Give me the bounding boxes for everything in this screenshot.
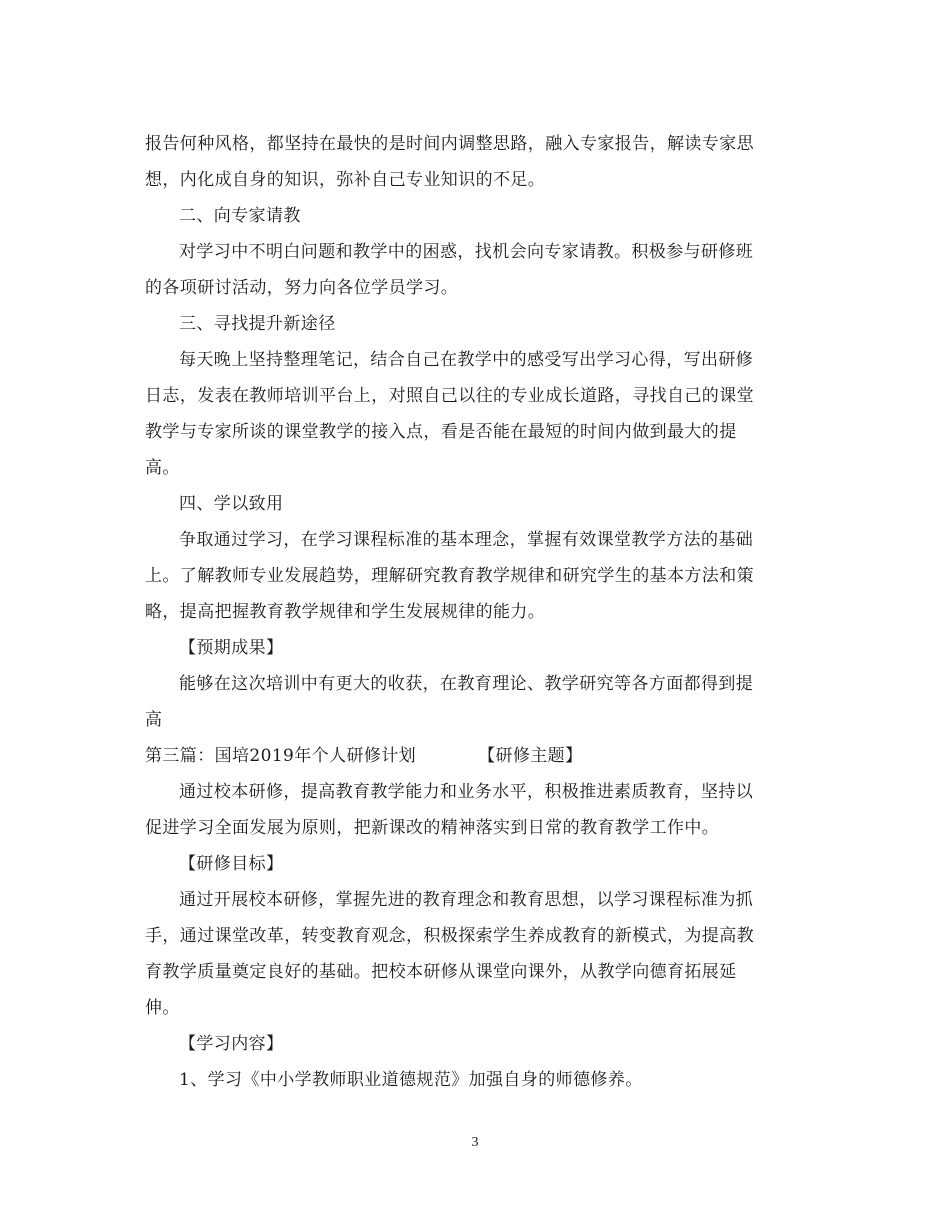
text-line-23: 手，通过课堂改革，转变教育观念，积极探索学生养成教育的新模式，为提高教 (145, 926, 754, 946)
text-line-5: 的各项研讨活动，努力向各位学员学习。 (145, 278, 459, 298)
section-heading-research-theme: 【研修主题】 (478, 746, 583, 766)
text-line-4: 对学习中不明白问题和教学中的困惑，找机会向专家请教。积极参与研修班 (179, 242, 754, 262)
text-line-19: 通过校本研修，提高教育教学能力和业务水平，积极推进素质教育，坚持以 (179, 782, 754, 802)
section-heading-research-goals: 【研修目标】 (179, 854, 284, 874)
text-line-9: 教学与专家所谈的课堂教学的接入点，看是否能在最短的时间内做到最大的提 (145, 422, 737, 442)
section-heading-learning-content: 【学习内容】 (179, 1034, 284, 1054)
text-line-8: 日志，发表在教师培训平台上，对照自己以往的专业成长道路，寻找自己的课堂 (145, 386, 754, 406)
text-line-20: 促进学习全面发展为原则，把新课改的精神落实到日常的教育教学工作中。 (145, 818, 720, 838)
document-body (145, 126, 815, 1098)
text-line-13: 上。了解教师专业发展趋势，理解研究教育教学规律和研究学生的基本方法和策 (145, 566, 754, 586)
text-line-25: 伸。 (145, 998, 180, 1018)
text-line-22: 通过开展校本研修，掌握先进的教育理念和教育思想，以学习课程标准为抓 (179, 890, 754, 910)
section-heading-expected-results: 【预期成果】 (179, 638, 284, 658)
text-line-14: 略，提高把握教育教学规律和学生发展规律的能力。 (145, 602, 546, 622)
section-heading-apply-learning: 四、学以致用 (179, 494, 284, 514)
text-line-17: 高 (145, 710, 163, 730)
chapter-title: 第三篇：国培2019年个人研修计划 (145, 746, 417, 766)
section-heading-consult-experts: 二、向专家请教 (179, 206, 301, 226)
page-number: 3 (471, 1135, 479, 1150)
text-line-7: 每天晚上坚持整理笔记，结合自己在教学中的感受写出学习心得，写出研修 (179, 350, 754, 370)
text-line-12: 争取通过学习，在学习课程标准的基本理念，掌握有效课堂教学方法的基础 (179, 530, 754, 550)
text-line-10: 高。 (145, 458, 180, 478)
section-heading-new-paths: 三、寻找提升新途径 (179, 314, 336, 334)
chapter-title-line (145, 738, 815, 774)
text-line-2: 想，内化成自身的知识，弥补自己专业知识的不足。 (145, 170, 546, 190)
text-line-1: 报告何种风格，都坚持在最快的是时间内调整思路，融入专家报告，解读专家思 (145, 134, 754, 154)
text-line-16: 能够在这次培训中有更大的收获，在教育理论、教学研究等各方面都得到提 (179, 674, 754, 694)
text-line-24: 育教学质量奠定良好的基础。把校本研修从课堂向课外，从教学向德育拓展延 (145, 962, 737, 982)
text-line-27: 1、学习《中小学教师职业道德规范》加强自身的师德修养。 (179, 1070, 643, 1090)
